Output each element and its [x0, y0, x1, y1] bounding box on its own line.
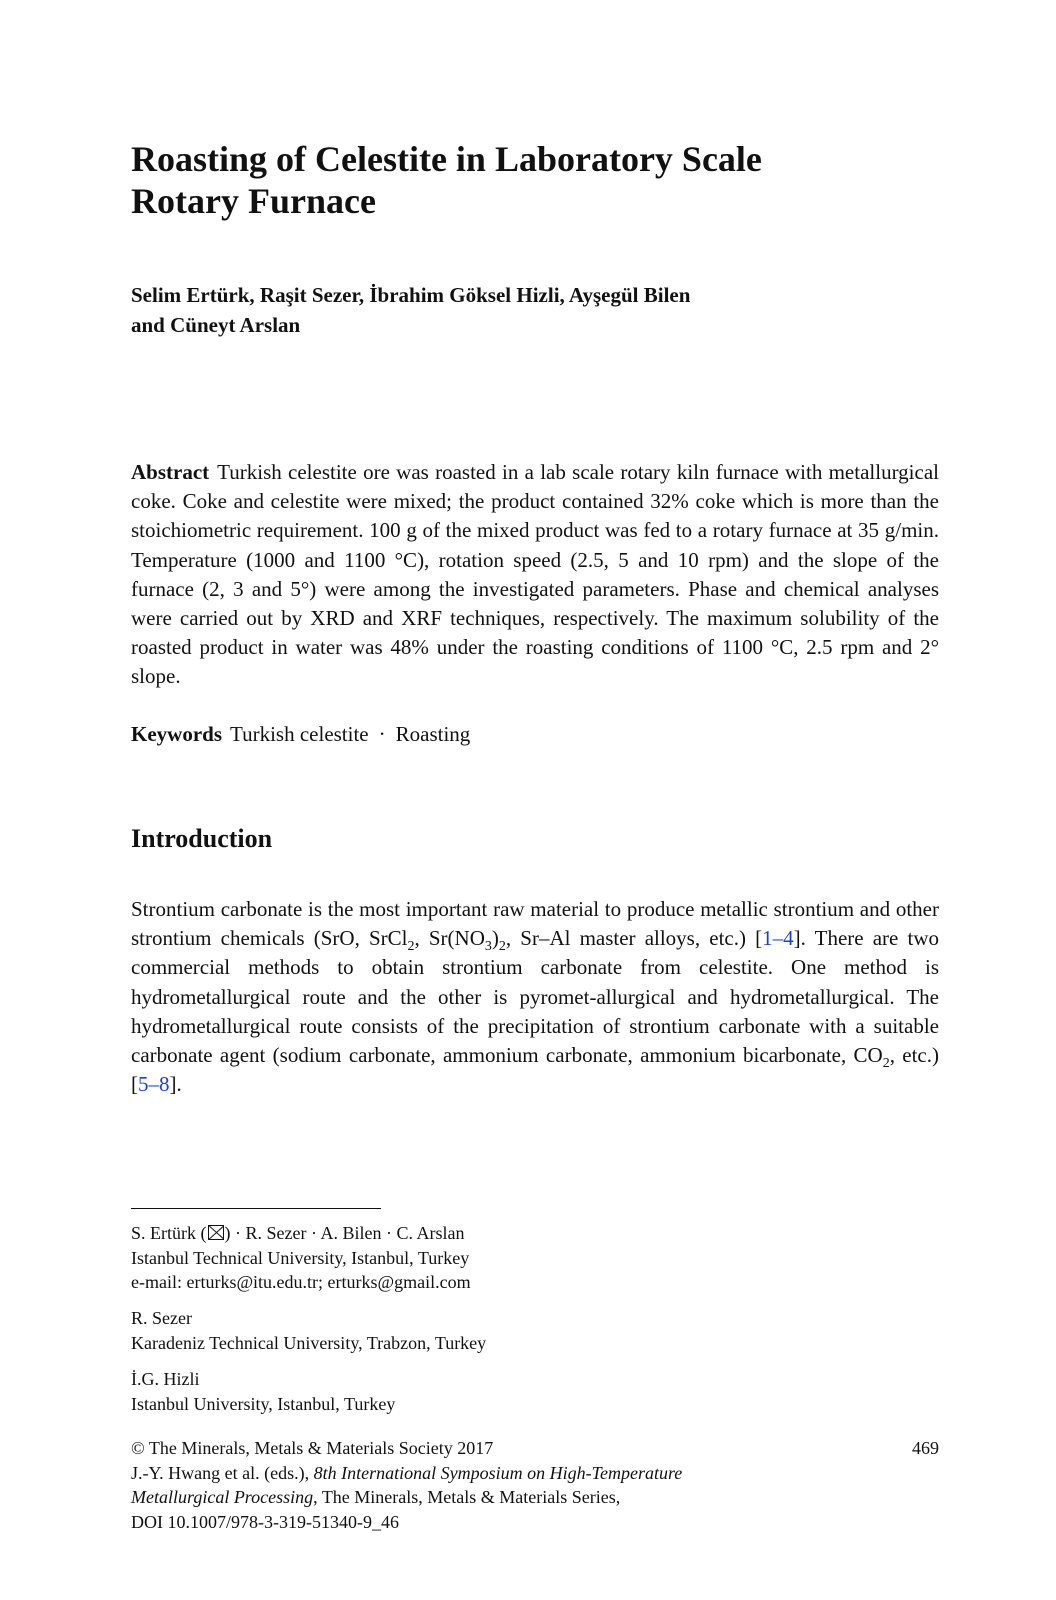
- affiliation-itu-authors: S. Ertürk ( ) · R. Sezer · A. Bilen · C. Arslan: [131, 1223, 465, 1243]
- copyright-line: © The Minerals, Metals & Materials Society 2017: [131, 1438, 494, 1458]
- intro-text-6: , etc.) [: [131, 1043, 939, 1097]
- paper-title: [131, 138, 939, 222]
- page-number: 469: [912, 1438, 939, 1458]
- intro-subscript-1: 2: [407, 939, 415, 955]
- intro-text-1: Strontium carbonate is the most important raw material to produce metallic strontium and other strontium chemicals (SrO, SrCl: [131, 897, 939, 951]
- affiliation-ktu-author: R. Sezer: [131, 1308, 192, 1328]
- title-line-2: Rotary Furnace: [131, 181, 376, 221]
- title-line-1: Roasting of Celestite in Laboratory Scale: [131, 139, 762, 179]
- intro-text-2: , Sr(NO: [414, 926, 485, 951]
- affiliation-iu-author: İ.G. Hizli: [131, 1369, 200, 1389]
- intro-subscript-4: 2: [882, 1056, 890, 1072]
- affiliation-iu-institution: Istanbul University, Istanbul, Turkey: [131, 1393, 396, 1414]
- publication-info: [131, 1436, 831, 1534]
- intro-text-4: , Sr–Al master alloys, etc.) [: [505, 926, 763, 951]
- intro-text-7: ].: [169, 1072, 182, 1097]
- affiliation-itu-institution: Istanbul Technical University, Istanbul, Turkey: [131, 1247, 470, 1268]
- section-heading-introduction: Introduction: [131, 824, 273, 853]
- author-list: [131, 280, 939, 340]
- authors-line-1: Selim Ertürk, Raşit Sezer, İbrahim Göksel Hizli, Ayşegül Bilen: [131, 283, 691, 307]
- intro-subscript-3: 2: [498, 939, 506, 955]
- affiliation-ktu: [131, 1306, 831, 1355]
- corresponding-email: e-mail: erturks@itu.edu.tr; erturks@gmail.com: [131, 1272, 471, 1292]
- keyword-1: Turkish celestite: [230, 722, 369, 746]
- keywords-label: Keywords: [131, 722, 222, 746]
- intro-text-5: ]. There are two commercial methods to obtain strontium carbonate from celestite. One method is hydrometallurgical route and the other is pyromet-allurgical and hydrometallurgical. The hydrometallurgical route consists of the precipitation of strontium carbonate with a suitable carbonate agent (sodium carbonate, ammonium carbonate, ammonium bicarbonate, CO: [131, 926, 939, 1068]
- keyword-separator: ·: [378, 722, 386, 746]
- introduction-paragraph: [131, 895, 939, 1099]
- abstract: [131, 458, 939, 692]
- doi-line: DOI 10.1007/978-3-319-51340-9_46: [131, 1511, 399, 1532]
- abstract-label: Abstract: [131, 460, 210, 484]
- intro-subscript-2: 3: [484, 939, 492, 955]
- citation-line-1: J.-Y. Hwang et al. (eds.), 8th International Symposium on High-Temperature: [131, 1462, 683, 1483]
- keyword-2: Roasting: [395, 722, 471, 746]
- affiliation-ktu-institution: Karadeniz Technical University, Trabzon, Turkey: [131, 1332, 487, 1353]
- abstract-text: Turkish celestite ore was roasted in a lab scale rotary kiln furnace with metallurgical coke. Coke and celestite were mixed; the product contained 32% coke which is more than the stoichiometric requirement. 100 g of the mixed product was fed to a rotary furnace at 35 g/min. Temperature (1000 and 1100 °C), rotation speed (2.5, 5 and 10 rpm) and the slope of the furnace (2, 3 and 5°) were among the investigated parameters. Phase and chemical analyses were carried out by XRD and XRF techniques, respectively. The maximum solubility of the roasted product in water was 48% under the roasting conditions of 1100 °C, 2.5 rpm and 2° slope.: [131, 460, 939, 689]
- keywords: [131, 720, 939, 749]
- intro-text-3: ): [491, 926, 499, 951]
- citation-link-5-8[interactable]: 5–8: [138, 1072, 170, 1097]
- citation-line-2: Metallurgical Processing, The Minerals, Metals & Materials Series,: [131, 1487, 621, 1507]
- citation-link-1-4[interactable]: 1–4: [762, 926, 794, 951]
- affiliation-itu: [131, 1221, 831, 1295]
- envelope-icon: [208, 1225, 224, 1240]
- footnote-divider: [131, 1208, 381, 1209]
- authors-line-2: and Cüneyt Arslan: [131, 313, 301, 337]
- affiliation-iu: [131, 1367, 831, 1416]
